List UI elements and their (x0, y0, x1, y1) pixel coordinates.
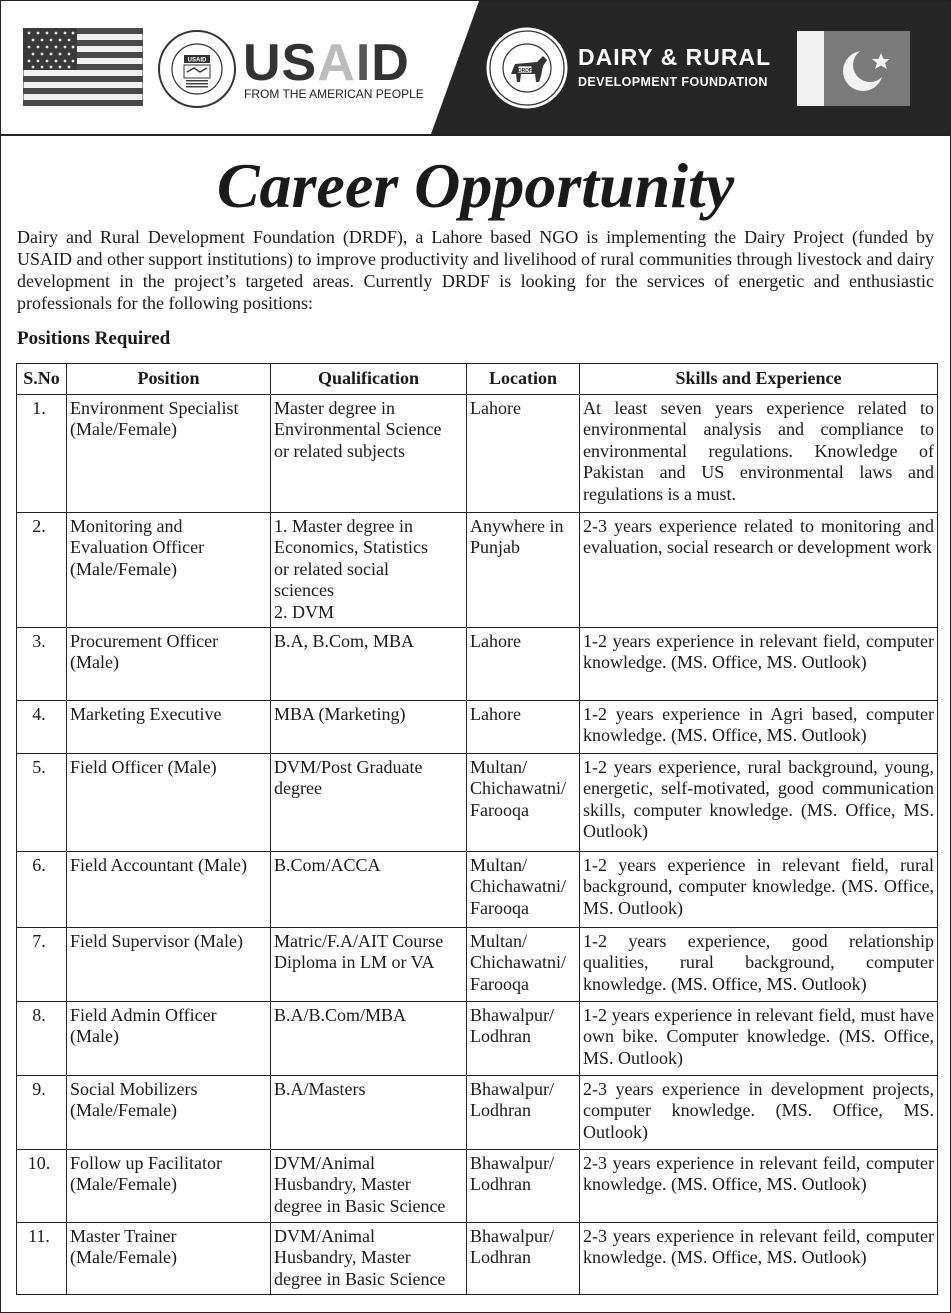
cell-qualification (271, 927, 467, 1001)
cell-line: Farooqa (470, 799, 529, 820)
cell-sno: 1. (17, 394, 67, 512)
cell-skills: 1-2 years experience in Agri based, computer knowledge. (MS. Office, MS. Outlook) (580, 700, 938, 753)
cell-skills: 1-2 years experience, rural background, young, energetic, self-motivated, good communication skills, computer knowledge. (MS. Office, MS. Outlook) (580, 753, 938, 851)
svg-text:USAID: USAID (187, 57, 207, 64)
table-header-row (17, 364, 938, 395)
cell-line: Bhawalpur/ (470, 1225, 554, 1246)
cell-skills: At least seven years experience related to environmental analysis and compliance to environmental regulations. Knowledge of Pakistan and US environmental laws and regulations is a must. (580, 394, 938, 512)
cell-line: (Male) (70, 1026, 119, 1046)
cell-line: Field Admin Officer (70, 1004, 217, 1025)
table-row (17, 753, 938, 851)
cell-line: Chichawatni/ (470, 778, 566, 798)
cell-position (67, 1075, 271, 1149)
cell-line: 2. DVM (274, 601, 335, 622)
usaid-tagline: FROM THE AMERICAN PEOPLE (244, 87, 424, 101)
cell-line: Lahore (470, 397, 521, 418)
cell-line: degree (274, 778, 322, 798)
cell-line: Field Officer (Male) (70, 756, 217, 777)
cell-sno: 4. (17, 700, 67, 753)
cell-position (67, 394, 271, 512)
cell-line: (Male/Female) (70, 1100, 177, 1120)
cell-skills: 1-2 years experience, good relationship qualities, rural background, computer knowledge. (MS. Office, MS. Outlook) (580, 927, 938, 1001)
table-row (17, 700, 938, 753)
intro-paragraph: Dairy and Rural Development Foundation (DRDF), a Lahore based NGO is implementing the Dairy Project (funded by USAID and other support institutions) to improve productivity and livelihood of rural communities through livestock and dairy development in the project’s targeted areas. Currently DRDF is looking for the services of energetic and enthusiastic professionals for the following positions: (17, 227, 934, 313)
us-flag-icon (23, 28, 143, 106)
cell-qualification (271, 1222, 467, 1294)
cell-position (67, 1222, 271, 1294)
cell-line: Lahore (470, 703, 521, 724)
cell-qualification (271, 1075, 467, 1149)
cell-line: Chichawatni/ (470, 876, 566, 896)
table-row (17, 851, 938, 927)
cell-skills: 2-3 years experience in development projects, computer knowledge. (MS. Office, MS. Outlook) (580, 1075, 938, 1149)
drdf-seal-icon (485, 26, 569, 110)
cell-qualification (271, 753, 467, 851)
usaid-wordmark: USAID (243, 34, 410, 92)
cell-line: (Male) (70, 652, 119, 672)
cell-qualification (271, 627, 467, 700)
cell-line: (Male/Female) (70, 419, 177, 439)
cell-qualification (271, 1149, 467, 1222)
cell-qualification (271, 1001, 467, 1075)
cell-line: Bhawalpur/ (470, 1078, 554, 1099)
cell-line: 1. Master degree in (274, 515, 413, 536)
cell-line: sciences (274, 580, 334, 600)
usaid-seal-icon (157, 29, 237, 109)
cell-line: Evaluation Officer (70, 537, 205, 557)
cell-line: Chichawatni/ (470, 952, 566, 972)
cell-sno: 6. (17, 851, 67, 927)
cell-line: Farooqa (470, 973, 529, 994)
cell-qualification (271, 512, 467, 627)
cell-line: Field Supervisor (Male) (70, 930, 243, 951)
cell-qualification (271, 700, 467, 753)
cell-position (67, 700, 271, 753)
cell-position (67, 1149, 271, 1222)
cell-position (67, 753, 271, 851)
cell-line: Multan/ (470, 854, 527, 875)
table-row (17, 512, 938, 627)
cell-location (467, 1001, 580, 1075)
table-row (17, 927, 938, 1001)
cell-sno: 8. (17, 1001, 67, 1075)
header-banner (1, 1, 950, 136)
cell-line: Matric/F.A/AIT Course (274, 930, 444, 951)
cell-sno: 2. (17, 512, 67, 627)
cell-line: Marketing Executive (70, 703, 222, 724)
pakistan-flag-icon (797, 31, 910, 106)
cell-line: Social Mobilizers (70, 1078, 198, 1099)
cell-line: Bhawalpur/ (470, 1004, 554, 1025)
cell-location (467, 1075, 580, 1149)
cell-line: Husbandry, Master (274, 1247, 411, 1267)
cell-line: DVM/Animal (274, 1225, 375, 1246)
cell-skills: 1-2 years experience in relevant field, must have own bike. Computer knowledge. (MS. Office, MS. Outlook) (580, 1001, 938, 1075)
cell-line: Lodhran (470, 1247, 531, 1267)
cell-line: or related subjects (274, 440, 405, 461)
cell-line: Lodhran (470, 1100, 531, 1120)
cell-line: B.A/B.Com/MBA (274, 1004, 407, 1025)
cell-line: Master degree in (274, 397, 395, 418)
table-row (17, 1001, 938, 1075)
cell-line: Multan/ (470, 756, 527, 777)
column-header-location: Location (467, 364, 580, 395)
cell-line: B.A/Masters (274, 1078, 366, 1099)
cell-sno: 3. (17, 627, 67, 700)
cell-location (467, 927, 580, 1001)
drdf-subtitle: DEVELOPMENT FOUNDATION (578, 75, 768, 89)
positions-table (16, 363, 938, 1295)
cell-position (67, 1001, 271, 1075)
cell-line: Master Trainer (70, 1225, 177, 1246)
cell-location (467, 627, 580, 700)
cell-line: (Male/Female) (70, 558, 177, 579)
cell-line: Multan/ (470, 930, 527, 951)
table-row (17, 1222, 938, 1294)
cell-sno: 10. (17, 1149, 67, 1222)
cell-line: Procurement Officer (70, 630, 219, 651)
cell-line: Field Accountant (Male) (70, 854, 247, 875)
cell-skills: 1-2 years experience in relevant field, computer knowledge. (MS. Office, MS. Outlook) (580, 627, 938, 700)
table-row (17, 1075, 938, 1149)
cell-line: Lodhran (470, 1026, 531, 1046)
cell-location (467, 512, 580, 627)
cell-line: Follow up Facilitator (70, 1152, 222, 1173)
drdf-name: DAIRY & RURAL (578, 44, 772, 70)
cell-line: Punjab (470, 537, 521, 557)
table-body (17, 394, 938, 1294)
cell-sno: 7. (17, 927, 67, 1001)
cell-line: MBA (Marketing) (274, 703, 406, 724)
cell-line: degree in Basic Science (274, 1195, 446, 1216)
cell-sno: 11. (17, 1222, 67, 1294)
cell-line: Anywhere in (470, 515, 564, 536)
cell-line: Husbandry, Master (274, 1174, 411, 1194)
cell-qualification (271, 394, 467, 512)
cell-line: Monitoring and (70, 515, 183, 536)
cell-line: Farooqa (470, 897, 529, 918)
cell-line: (Male/Female) (70, 1247, 177, 1267)
table-row (17, 394, 938, 512)
cell-sno: 5. (17, 753, 67, 851)
cell-line: B.Com/ACCA (274, 854, 381, 875)
cell-line: Economics, Statistics (274, 537, 428, 557)
cell-position (67, 512, 271, 627)
cell-skills: 2-3 years experience related to monitoring and evaluation, social research or development work (580, 512, 938, 627)
cell-line: Environment Specialist (70, 397, 239, 418)
cell-line: DVM/Animal (274, 1152, 375, 1173)
cell-line: (Male/Female) (70, 1174, 177, 1194)
cell-position (67, 927, 271, 1001)
cell-location (467, 851, 580, 927)
cell-location (467, 394, 580, 512)
table-row (17, 627, 938, 700)
cell-line: Lahore (470, 630, 521, 651)
cell-sno: 9. (17, 1075, 67, 1149)
cell-position (67, 627, 271, 700)
cell-qualification (271, 851, 467, 927)
cell-line: Lodhran (470, 1174, 531, 1194)
svg-text:DRDF: DRDF (518, 68, 532, 74)
cell-skills: 1-2 years experience in relevant field, rural background, computer knowledge. (MS. Office, MS. Outlook) (580, 851, 938, 927)
cell-location (467, 700, 580, 753)
cell-line: or related social (274, 558, 389, 579)
cell-skills: 2-3 years experience in relevant feild, computer knowledge. (MS. Office, MS. Outlook) (580, 1149, 938, 1222)
cell-line: Diploma in LM or VA (274, 952, 435, 972)
section-title: Positions Required (17, 328, 171, 349)
column-header-position: Position (67, 364, 271, 395)
column-header-qualification: Qualification (271, 364, 467, 395)
column-header-skills: Skills and Experience (580, 364, 938, 395)
cell-line: Environmental Science (274, 419, 442, 439)
cell-line: B.A, B.Com, MBA (274, 630, 415, 651)
table-row (17, 1149, 938, 1222)
cell-line: degree in Basic Science (274, 1268, 446, 1289)
cell-location (467, 1149, 580, 1222)
column-header-sno: S.No (17, 364, 67, 395)
cell-location (467, 1222, 580, 1294)
cell-location (467, 753, 580, 851)
page-title: Career Opportunity (216, 150, 735, 221)
cell-line: DVM/Post Graduate (274, 756, 423, 777)
cell-line: Bhawalpur/ (470, 1152, 554, 1173)
cell-skills: 2-3 years experience in relevant feild, computer knowledge. (MS. Office, MS. Outlook) (580, 1222, 938, 1294)
cell-position (67, 851, 271, 927)
